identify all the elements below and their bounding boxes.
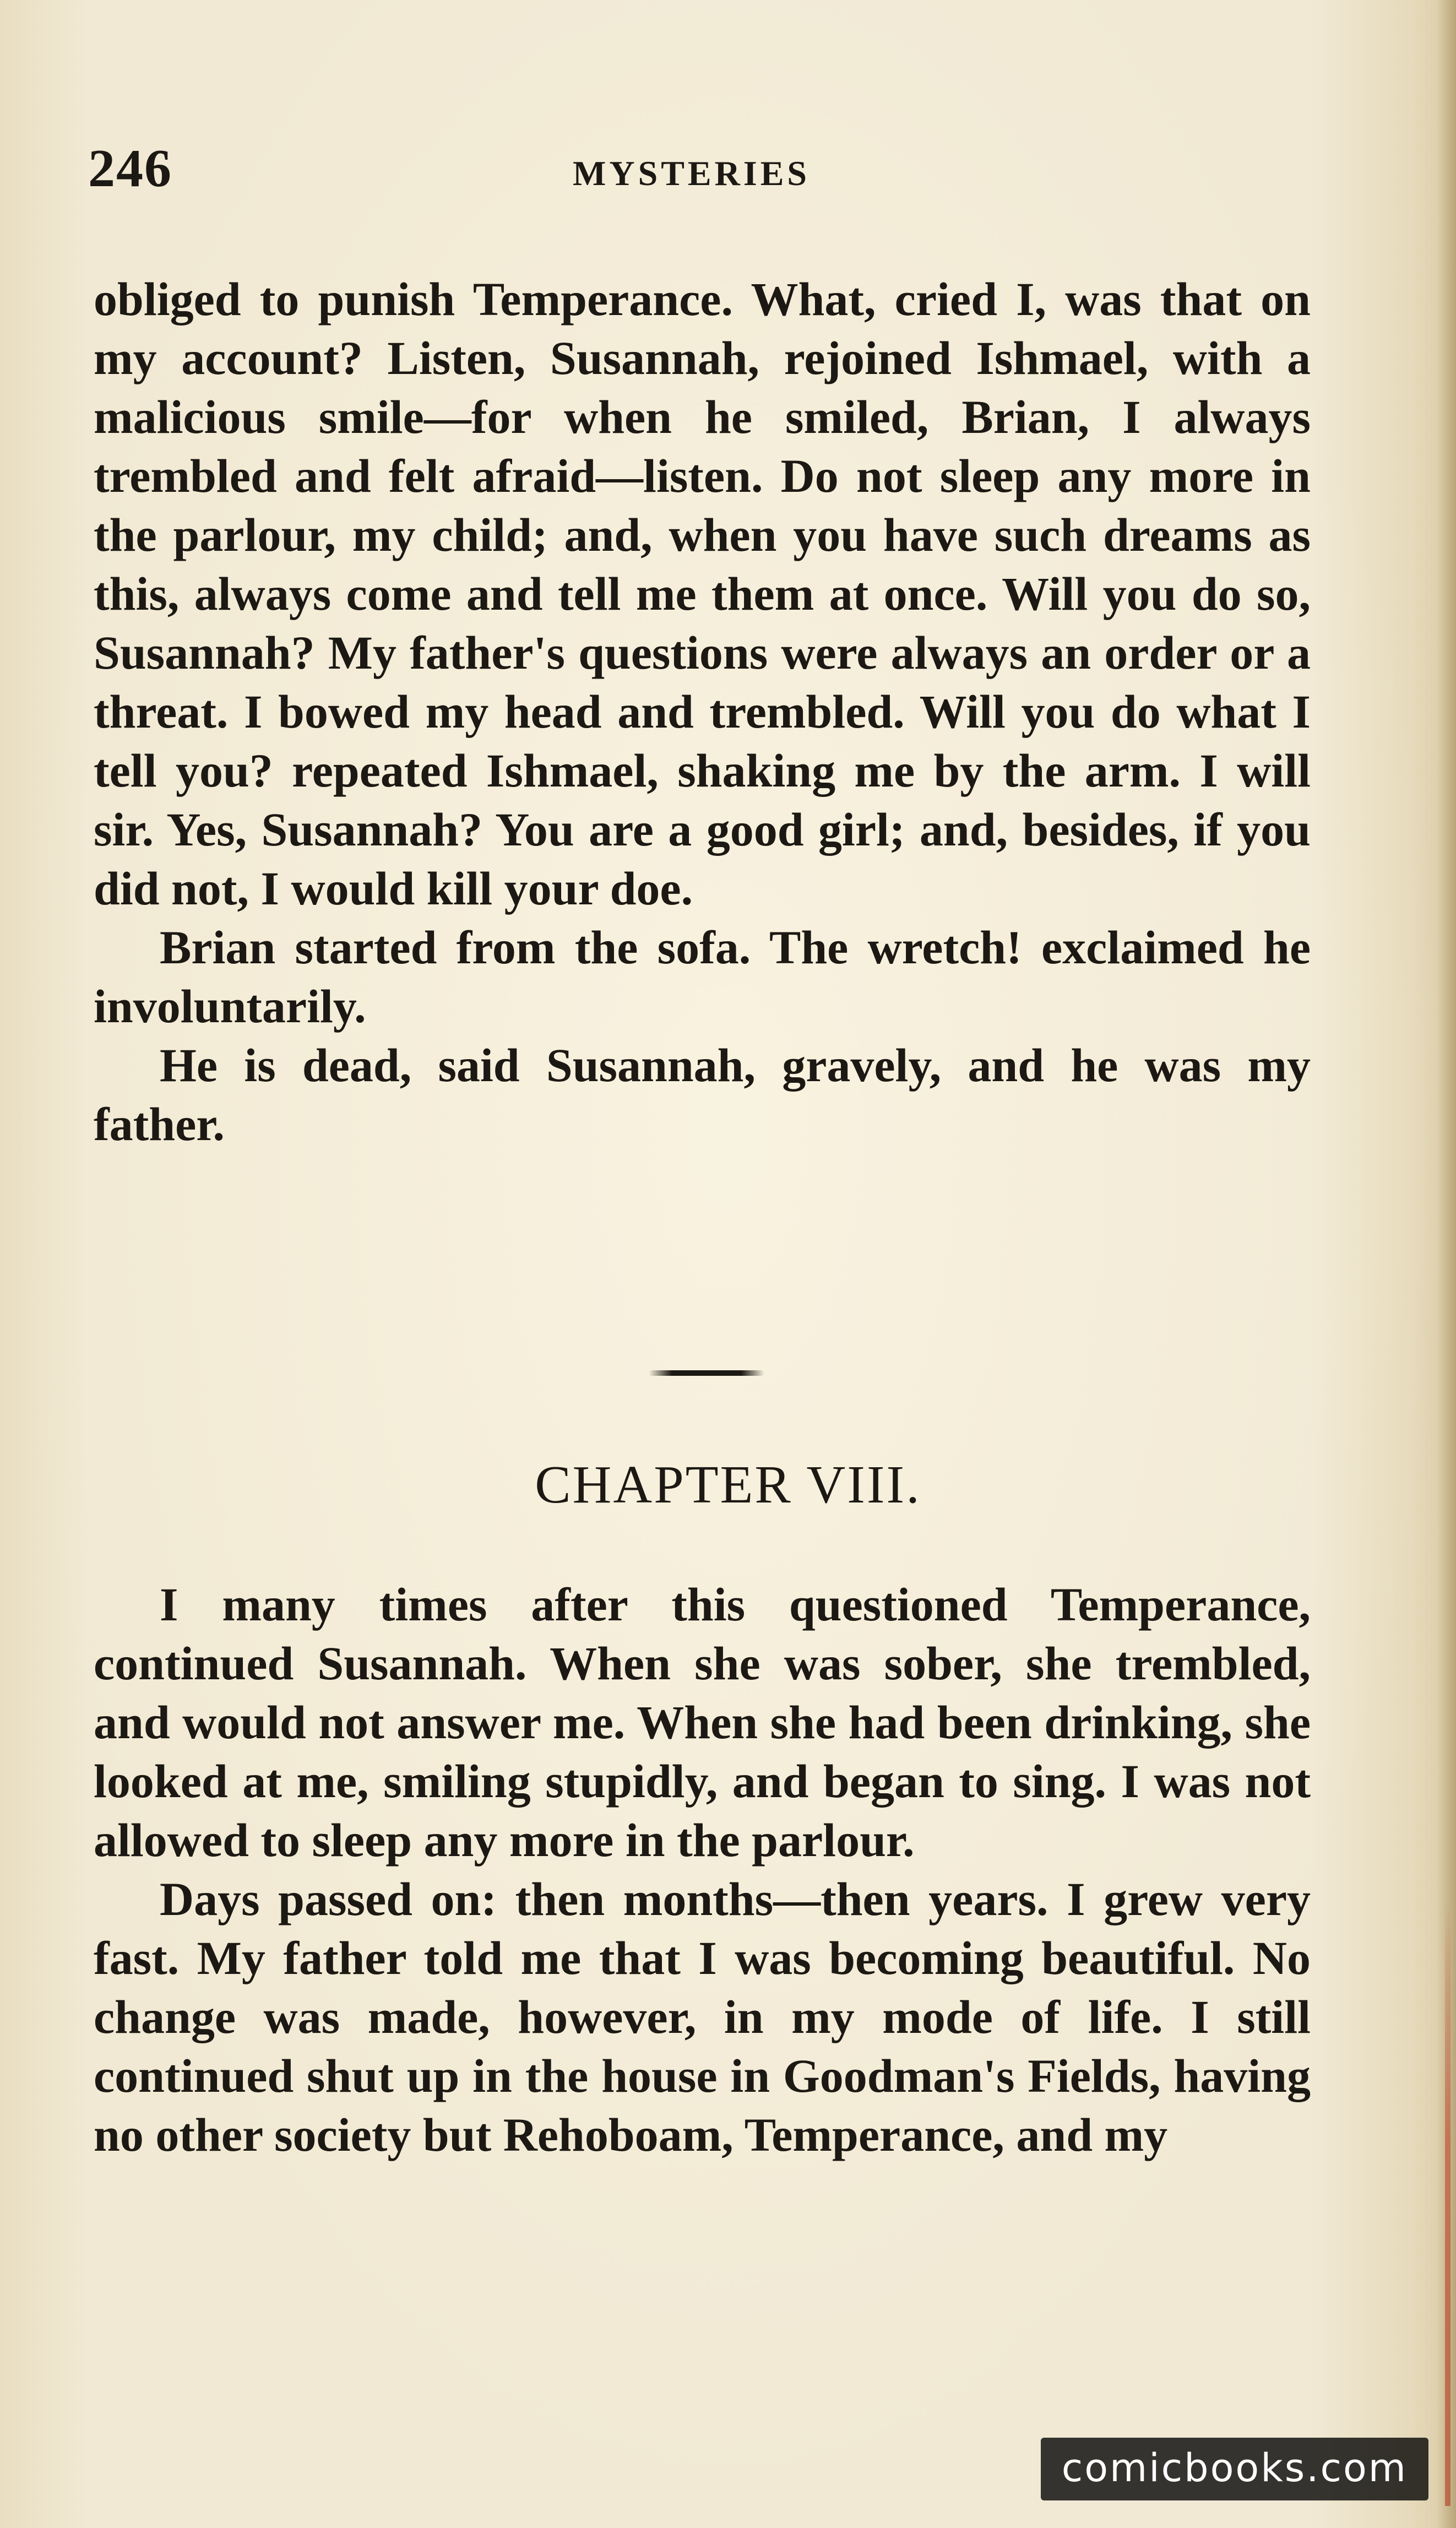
page-header: [88, 138, 1316, 204]
body-text-chapter: [94, 1575, 1311, 2164]
body-paragraph: I many times after this questioned Temperance, continued Susannah. When she was sober, she trembled, and would not answer me. When she had been drinking, she looked at me, smiling stupidly, and began to sing. I was not allowed to sleep any more in the parlour.: [94, 1578, 1311, 1867]
body-paragraph: obliged to punish Temperance. What, cried I, was that on my account? Listen, Susannah, rejoined Ishmael, with a malicious smile—for when he smiled, Brian, I always trembled and felt afraid—listen. Do not sleep any more in the parlour, my child; and, when you have such dreams as this, always come and tell me them at once. Will you do so, Susannah? My father's questions were always an order or a threat. I bowed my head and trembled. Will you do what I tell you? repeated Ishmael, shaking me by the arm. I will sir. Yes, Susannah? You are a good girl; and, besides, if you did not, I would kill your doe.: [94, 273, 1311, 915]
body-paragraph: Brian started from the sofa. The wretch! exclaimed he involuntarily.: [94, 921, 1311, 1033]
body-text-top: [94, 270, 1311, 1154]
body-paragraph: He is dead, said Susannah, gravely, and he was my father.: [94, 1039, 1311, 1151]
chapter-title: CHAPTER VIII.: [535, 1455, 921, 1515]
body-paragraph: Days passed on: then months—then years. I grew very fast. My father told me that I was becoming beautiful. No change was made, however, in my mode of life. I still continued shut up in the house in Goodman's Fields, having no other society but Rehoboam, Temperance, and my: [94, 1873, 1311, 2161]
running-head: MYSTERIES: [573, 154, 810, 193]
section-divider-rule: [649, 1370, 764, 1376]
page-edge-stain: [1445, 1900, 1450, 2506]
page-number: 246: [88, 139, 172, 198]
watermark-badge: comicbooks.com: [1041, 2438, 1428, 2500]
